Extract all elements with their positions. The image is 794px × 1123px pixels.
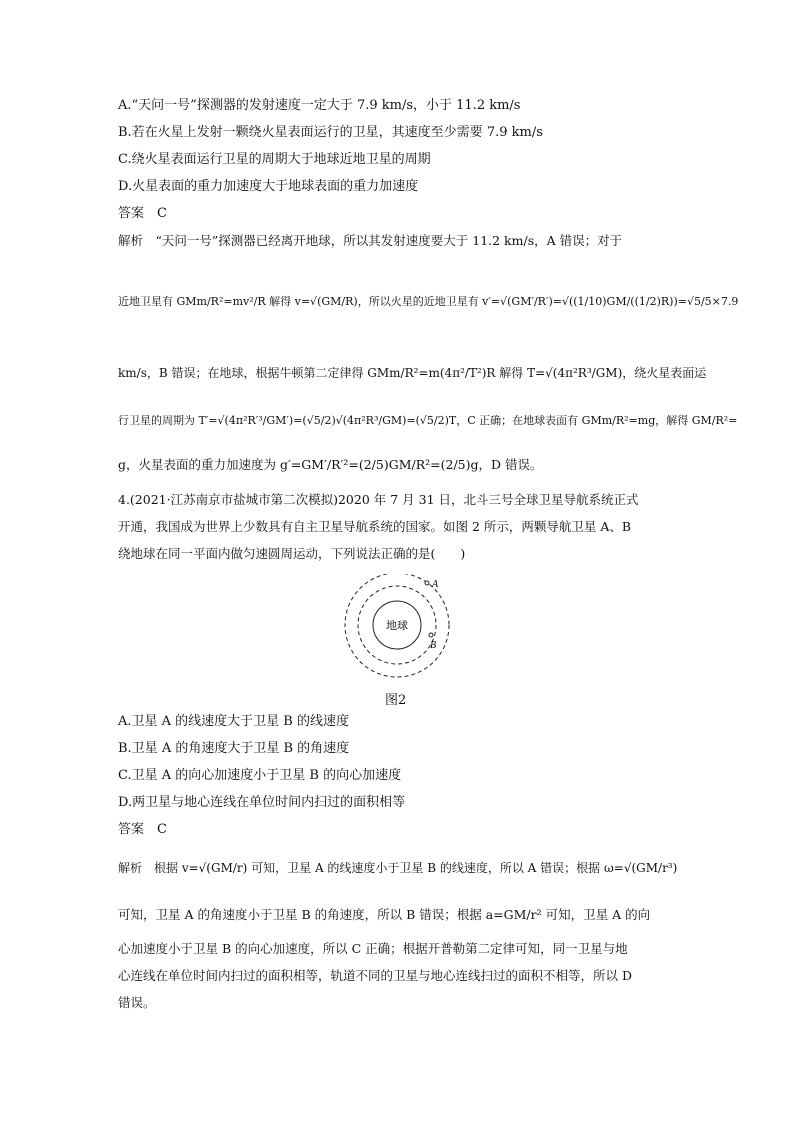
q4-analysis-line-1: 解析 根据 v=√(GM/r) 可知，卫星 A 的线速度小于卫星 B 的线速度，所以 A 错误；根据 ω=√(GM/r³) <box>118 861 678 875</box>
q4-analysis-line-5: 错误。 <box>118 995 156 1010</box>
q4-option-c: C.卫星 A 的向心加速度小于卫星 B 的向心加速度 <box>118 768 402 783</box>
orbit-diagram <box>330 574 464 684</box>
satellite-a <box>425 581 429 585</box>
earth-label: 地球 <box>386 620 408 632</box>
q4-analysis-line-2: 可知，卫星 A 的角速度小于卫星 B 的角速度，所以 B 错误；根据 a=GM/r² 可知，卫星 A 的向 <box>118 907 651 922</box>
q3-option-c: C.绕火星表面运行卫星的周期大于地球近地卫星的周期 <box>118 152 431 167</box>
q3-analysis-line-2: 近地卫星有 GMm/R²=mv²/R 解得 v=√(GM/R)，所以火星的近地卫星有 v′=√(GM′/R′)=√((1/10)GM/((1/2)R))=√5/5×7.9 <box>118 295 739 308</box>
q4-analysis-line-4: 心连线在单位时间内扫过的面积相等，轨道不同的卫星与地心连线扫过的面积不相等，所以 D <box>118 968 632 983</box>
q3-option-d: D.火星表面的重力加速度大于地球表面的重力加速度 <box>118 179 419 194</box>
q4-option-b: B.卫星 A 的角速度大于卫星 B 的角速度 <box>118 741 350 756</box>
q3-option-b: B.若在火星上发射一颗绕火星表面运行的卫星，其速度至少需要 7.9 km/s <box>118 125 543 140</box>
satellite-a-label: A <box>432 579 439 590</box>
q4-stem-line-3: 绕地球在同一平面内做匀速圆周运动，下列说法正确的是( ) <box>118 546 466 561</box>
q4-stem-line-2: 开通，我国成为世界上少数具有自主卫星导航系统的国家。如图 2 所示，两颗导航卫星 A、B <box>118 519 632 534</box>
q3-analysis-line-1: 解析 “天问一号”探测器已经离开地球，所以其发射速度要大于 11.2 km/s，A 错误；对于 <box>118 233 623 248</box>
q4-stem-line-1: 4.(2021·江苏南京市盐城市第二次模拟)2020 年 7 月 31 日，北斗三号全球卫星导航系统正式 <box>118 492 639 507</box>
q3-analysis-line-4: 行卫星的周期为 T′=√(4π²R′³/GM′)=(√5/2)√(4π²R³/GM)=(√5/2)T，C 正确；在地球表面有 GMm/R²=mg，解得 GM/R²= <box>118 414 738 427</box>
q3-option-a: A.“天问一号”探测器的发射速度一定大于 7.9 km/s，小于 11.2 km/s <box>118 98 521 113</box>
q4-analysis-line-3: 心加速度小于卫星 B 的向心加速度，所以 C 正确；根据开普勒第二定律可知，同一卫星与地 <box>118 941 628 956</box>
q3-analysis-line-5: g，火星表面的重力加速度为 g′=GM′/R′²=(2/5)GM/R²=(2/5)g，D 错误。 <box>118 457 543 472</box>
q4-option-a: A.卫星 A 的线速度大于卫星 B 的线速度 <box>118 714 349 729</box>
q4-option-d: D.两卫星与地心连线在单位时间内扫过的面积相等 <box>118 795 406 810</box>
figure-caption: 图2 <box>385 693 407 708</box>
q3-answer: 答案 C <box>118 206 167 221</box>
satellite-b <box>429 633 433 637</box>
q4-answer: 答案 C <box>118 822 167 837</box>
q3-analysis-line-3: km/s，B 错误；在地球，根据牛顿第二定律得 GMm/R²=m(4π²/T²)R 解得 T=√(4π²R³/GM)，绕火星表面运 <box>118 366 707 380</box>
satellite-b-label: B <box>430 640 437 651</box>
